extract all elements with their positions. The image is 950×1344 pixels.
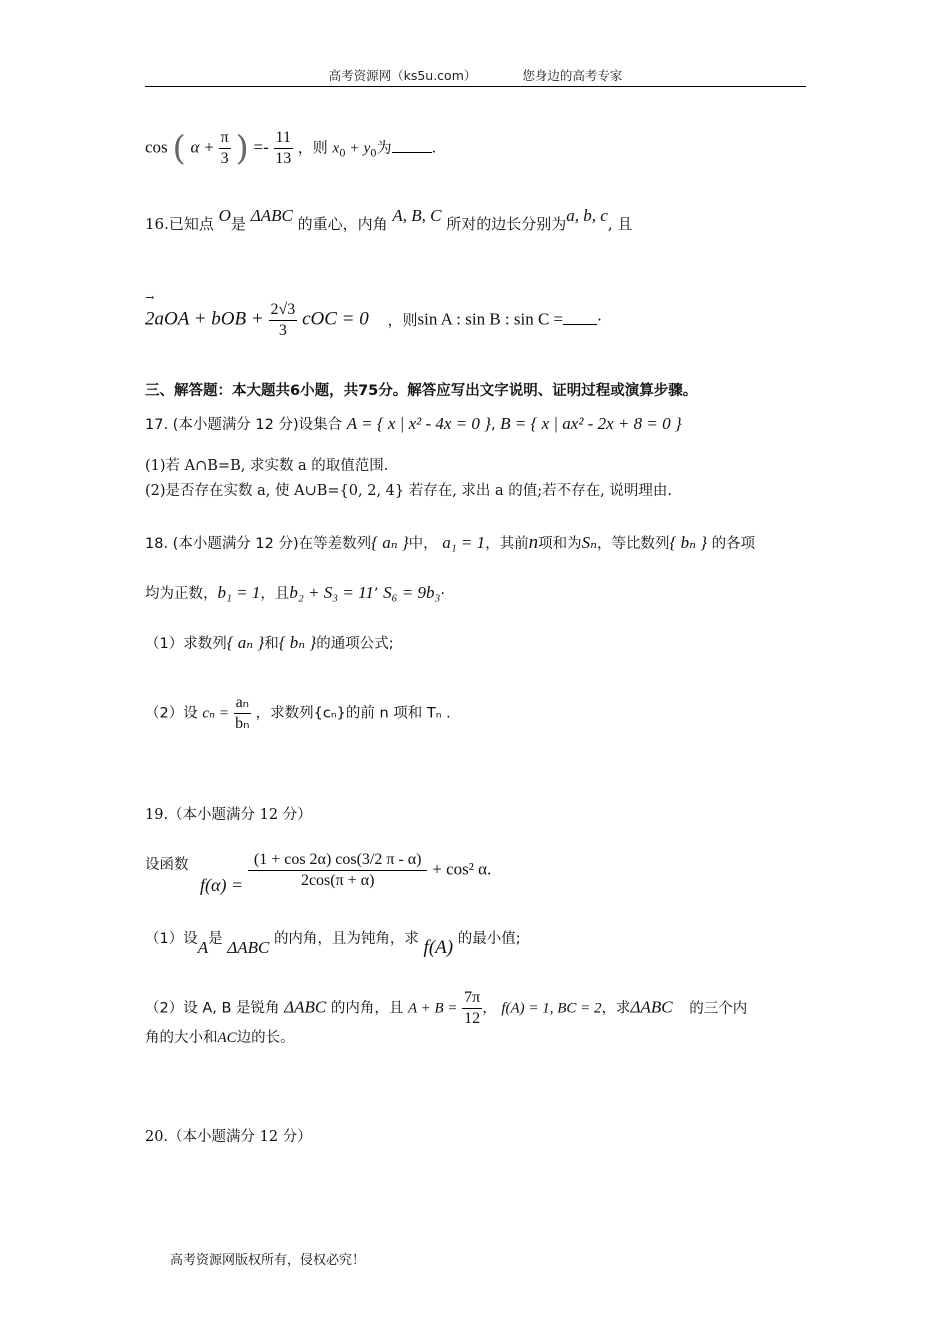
pi-over-3: $\frac{\pi}{3}$	[220, 129, 229, 167]
vector-expression-end: cOC = 0	[302, 308, 369, 330]
page-header	[145, 66, 806, 87]
sides-abc: a, b, c	[566, 206, 608, 225]
q16-number: 16.已知点	[145, 215, 214, 233]
q17-head: 17. (本小题满分 12 分)设集合 A = { x | x² - 4x = 0 }, B = { x | ax² - 2x + 8 = 0 }	[145, 414, 682, 433]
two-root3-over-3: $\frac{2√3}{3}$	[270, 301, 296, 339]
fraction-11-13: $\frac{11}{13}$	[275, 129, 292, 167]
set-A: A = { x | x² - 4x = 0 }	[346, 414, 491, 433]
x0: x	[332, 140, 340, 157]
b1-eq: b₁ = 1	[217, 583, 261, 602]
cn-def: cₙ =	[202, 705, 229, 722]
point-O: O	[218, 206, 231, 225]
q20-head: 20.（本小题满分 12 分）	[145, 1129, 312, 1145]
q16-line2: 2aOA + bOB + $\frac{2√3}{3}$ cOC = 0 ，则sin A : sin B : sin C = ·	[145, 301, 602, 339]
seq-bn: { bₙ }	[669, 533, 708, 552]
alpha-symbol: α	[190, 137, 200, 157]
q19-head: 19.（本小题满分 12 分）	[145, 807, 312, 823]
q17-part2: (2)是否存在实数 a, 使 A∪B={0, 2, 4} 若存在, 求出 a 的值;若不存在, 说明理由.	[145, 483, 673, 499]
then-text: ，则	[297, 138, 328, 157]
q19-part2: （2）设 A, B 是锐角 ΔABC 的内角，且 A + B = $\frac{7\pi}{12}$ ， f(A) = 1, BC = 2，求ΔABC 的三个内	[145, 989, 748, 1027]
triangle-abc: ΔABC	[250, 206, 293, 225]
vector-expression: 2aOA + bOB +	[145, 308, 264, 330]
cos-text: cos	[145, 137, 168, 157]
q18-head: 18. (本小题满分 12 分)在等差数列{ aₙ }中， a₁ = 1，其前n项和为Sₙ，等比数列{ bₙ } 的各项	[145, 532, 756, 553]
Sn: Sₙ	[581, 533, 598, 552]
page-footer: 高考资源网版权所有，侵权必究！	[170, 1253, 366, 1268]
plus-sign: +	[204, 137, 214, 157]
q16-line1: 16.已知点 O是 ΔABC 的重心，内角 A, B, C 所对的边长分别为a, b, c, 且	[145, 206, 633, 233]
q15-line: cos ( α + $\frac{\pi}{3}$ ) =- $\frac{11}{13}$ ，则 $x_0 + y_0$为 .	[145, 128, 437, 169]
q18-line2: 均为正数，b₁ = 1，且b₂ + S₃ = 11’ S₆ = 9b₃·	[145, 583, 446, 602]
q18-part1: （1）求数列{ aₙ }和{ bₙ }的通项公式;	[145, 633, 394, 652]
answer-blank	[392, 152, 432, 153]
eq-b2-s3: b₂ + S₃ = 11	[289, 583, 374, 602]
set-B: B = { x | ax² - 2x + 8 = 0 }	[500, 414, 682, 433]
eq-s6: S₆ = 9b₃	[383, 583, 441, 602]
q19-part1: （1）设A是 ΔABC 的内角，且为钝角，求 f(A) 的最小值;	[145, 931, 521, 958]
seven-pi-over-12: $\frac{7\pi}{12}$	[464, 989, 481, 1027]
q19-function: f(α) = $\frac{(1 + \cos 2\alpha) \cos(3/2 \pi - \alpha)}{2\cos(\pi + \alpha)}$ + cos² α.	[200, 851, 492, 895]
q19-part2-cont: 角的大小和AC边的长。	[145, 1030, 295, 1046]
vector-arrow: →	[145, 291, 155, 304]
q17-part1: (1)若 A∩B=B, 求实数 a 的取值范围.	[145, 458, 389, 474]
function-fraction: $\frac{(1 + \cos 2\alpha) \cos(3/2 \pi - \alpha)}{2\cos(\pi + \alpha)}$	[248, 850, 428, 891]
header-site: 高考资源网（ks5u.com）	[328, 68, 477, 83]
equals-minus: =-	[253, 137, 269, 157]
angles-abc: A, B, C	[392, 206, 442, 225]
y0: y	[363, 140, 371, 157]
header-slogan: 您身边的高考专家	[522, 68, 623, 83]
sin-ratio: sin A : sin B : sin C =	[417, 309, 564, 329]
section-heading: 三、解答题：本大题共6小题，共75分。解答应写出文字说明、证明过程或演算步骤。	[145, 383, 698, 399]
an-over-bn: $\frac{\text{aₙ}}{\text{bₙ}}$	[235, 694, 250, 732]
a1-eq: a₁ = 1	[442, 533, 486, 552]
seq-an: { aₙ }	[371, 533, 409, 552]
q18-part2: （2）设 cₙ = $\frac{\text{aₙ}}{\text{bₙ}}$ ，求数列{cₙ}的前 n 项和 Tₙ .	[145, 694, 451, 732]
q19-setfn: 设函数	[145, 857, 189, 873]
